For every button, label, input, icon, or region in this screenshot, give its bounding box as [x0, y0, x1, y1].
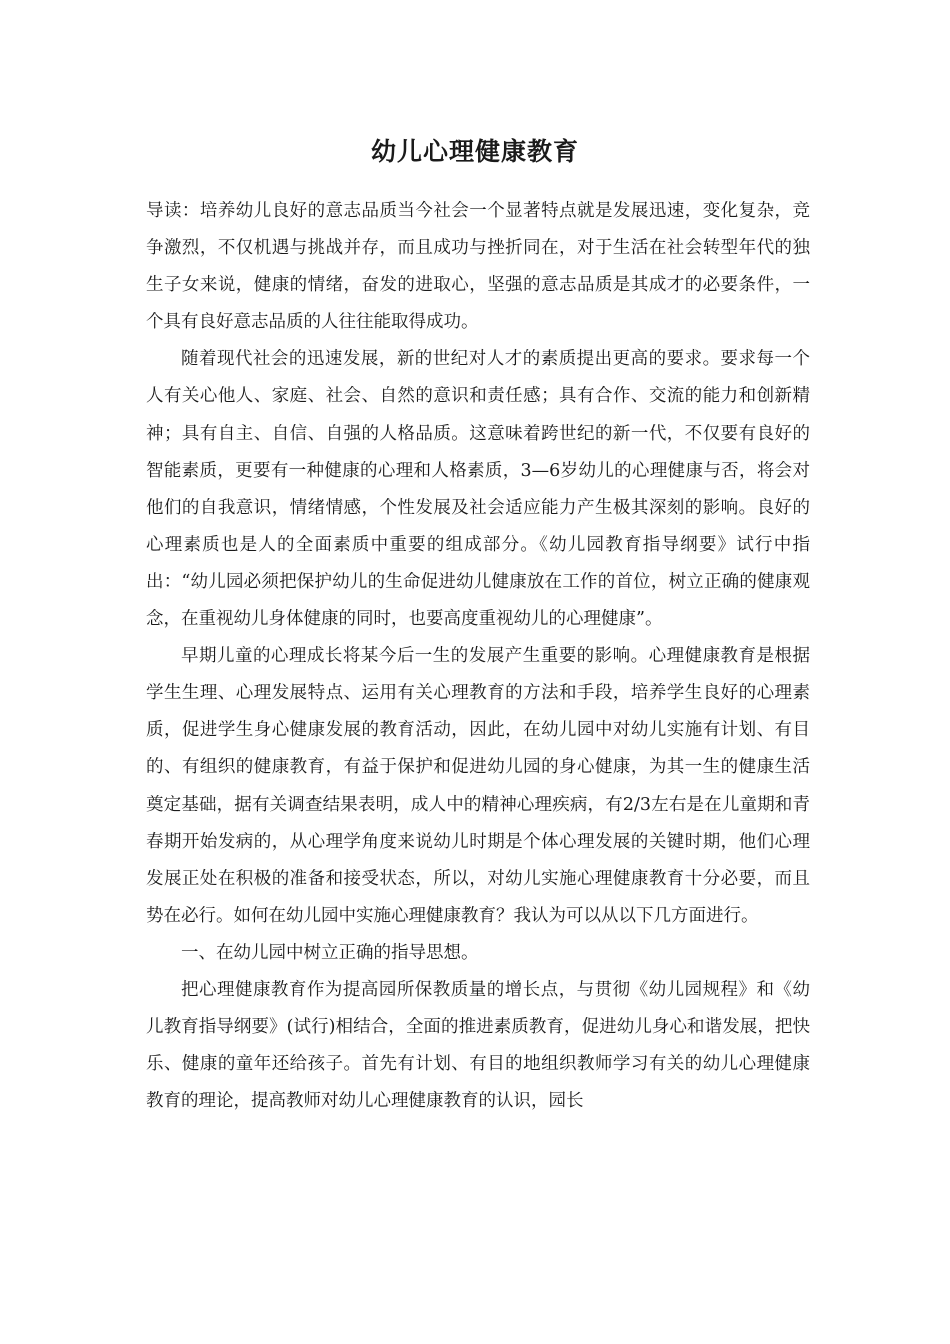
- paragraph-modern-society: 随着现代社会的迅速发展，新的世纪对人才的素质提出更高的要求。要求每一个人有关心他人、家庭、社会、自然的意识和责任感；具有合作、交流的能力和创新精神；具有自主、自信、自强的人格品质。这意味着跨世纪的新一代，不仅要有良好的智能素质，更要有一种健康的心理和人格素质，3—6岁幼儿的心理健康与否，将会对他们的自我意识，情绪情感，个性发展及社会适应能力产生极其深刻的影响。良好的心理素质也是人的全面素质中重要的组成部分。《幼儿园教育指导纲要》试行中指出：“幼儿园必须把保护幼儿的生命促进幼儿健康放在工作的首位，树立正确的健康观念，在重视幼儿身体健康的同时，也要高度重视幼儿的心理健康”。: [146, 349, 810, 630]
- document-title: 幼儿心理健康教育: [370, 137, 579, 166]
- document-body: [146, 193, 810, 1120]
- paragraph-guidance: 把心理健康教育作为提高园所保教质量的增长点，与贯彻《幼儿园规程》和《幼儿教育指导纲要》(试行)相结合，全面的推进素质教育，促进幼儿身心和谐发展，把快乐、健康的童年还给孩子。首先有计划、有目的地组织教师学习有关的幼儿心理健康教育的理论，提高教师对幼儿心理健康教育的认识，园长: [146, 979, 810, 1112]
- paragraph-early-childhood: 早期儿童的心理成长将某今后一生的发展产生重要的影响。心理健康教育是根据学生生理、心理发展特点、运用有关心理教育的方法和手段，培养学生良好的心理素质，促进学生身心健康发展的教育活动，因此，在幼儿园中对幼儿实施有计划、有目的、有组织的健康教育，有益于保护和促进幼儿园的身心健康，为其一生的健康生活奠定基础，据有关调查结果表明，成人中的精神心理疾病，有2/3左右是在儿童期和青春期开始发病的，从心理学角度来说幼儿时期是个体心理发展的关键时期，他们心理发展正处在积极的准备和接受状态，所以，对幼儿实施心理健康教育十分必要，而且势在必行。如何在幼儿园中实施心理健康教育？我认为可以从以下几方面进行。: [146, 646, 810, 926]
- section-heading-1: 一、在幼儿园中树立正确的指导思想。: [181, 942, 479, 963]
- paragraph-intro: 导读：培养幼儿良好的意志品质当今社会一个显著特点就是发展迅速，变化复杂，竞争激烈，不仅机遇与挑战并存，而且成功与挫折同在，对于生活在社会转型年代的独生子女来说，健康的情绪，奋发的进取心，坚强的意志品质是其成才的必要条件，一个具有良好意志品质的人往往能取得成功。: [146, 201, 810, 333]
